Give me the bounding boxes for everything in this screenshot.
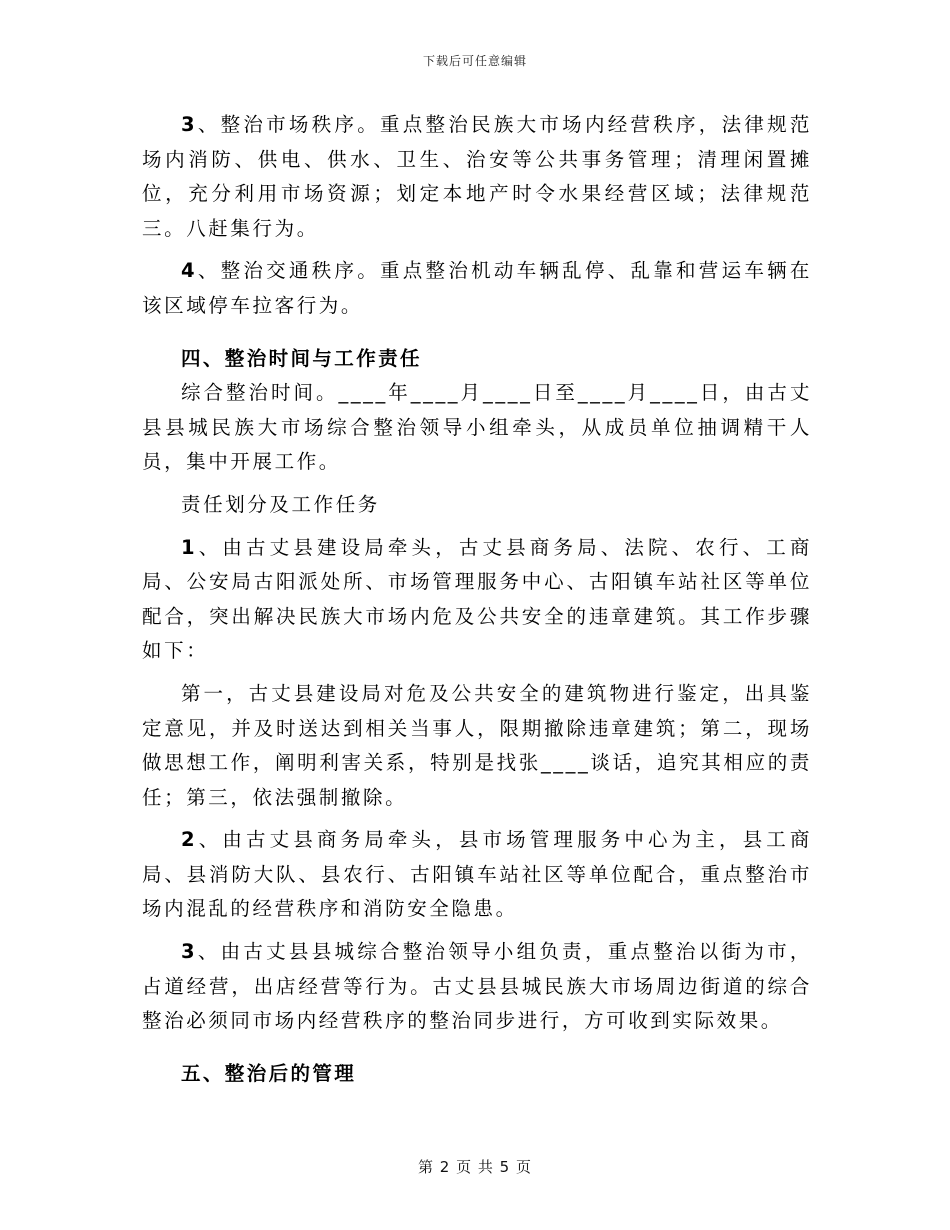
item-number: 3 (181, 113, 198, 136)
paragraph-task-2 (142, 823, 812, 927)
paragraph-item-4 (142, 254, 812, 323)
item-number: 2 (181, 828, 198, 852)
paragraph-text: 、由古丈县建设局牵头，古丈县商务局、法院、农行、工商局、公安局古阳派处所、市场管理服务中心、古阳镇车站社区等单位配合，突出解决民族大市场内危及公共安全的违章建筑。其工作步骤如下： (142, 535, 812, 663)
document-body (142, 108, 812, 1091)
paragraph-task-1 (142, 531, 812, 669)
item-number: 3 (181, 940, 198, 964)
page-number-footer: 第 2 页 共 5 页 (418, 1158, 532, 1176)
page-header-note: 下载后可任意编辑 (422, 54, 527, 68)
item-number: 1 (181, 535, 198, 559)
section-heading-4: 四、整治时间与工作责任 (181, 346, 422, 370)
paragraph-text: 、整治市场秩序。重点整治民族大市场内经营秩序，法律规范场内消防、供电、供水、卫生、治安等公共事务管理；清理闲置摊位，充分利用市场资源；划定本地产时令水果经营区域；法律规范三。八赶集行为。 (142, 113, 812, 240)
paragraph-steps: 第一，古丈县建设局对危及公共安全的建筑物进行鉴定，出具鉴定意见，并及时送达到相关当事人，限期撤除违章建筑；第二，现场做思想工作，阐明利害关系，特别是找张____谈话，追究其相应的责任；第三，依法强制撤除。 (142, 681, 812, 809)
paragraph-item-3 (142, 108, 812, 246)
section-heading-5: 五、整治后的管理 (181, 1061, 357, 1085)
paragraph-responsibility-title: 责任划分及工作任务 (181, 492, 380, 516)
paragraph-text: 、由古丈县商务局牵头，县市场管理服务中心为主，县工商局、县消防大队、县农行、古阳镇车站社区等单位配合，重点整治市场内混乱的经营秩序和消防安全隐患。 (142, 828, 812, 921)
paragraph-text: 、由古丈县县城综合整治领导小组负责，重点整治以街为市，占道经营，出店经营等行为。古丈县县城民族大市场周边街道的综合整治必须同市场内经营秩序的整治同步进行，方可收到实际效果。 (142, 940, 812, 1033)
paragraph-text: 、整治交通秩序。重点整治机动车辆乱停、乱靠和营运车辆在该区域停车拉客行为。 (142, 259, 812, 317)
paragraph-schedule: 综合整治时间。____年____月____日至____月____日，由古丈县县城民族大市场综合整治领导小组牵头，从成员单位抽调精干人员，集中开展工作。 (142, 381, 812, 474)
paragraph-task-3 (142, 935, 812, 1039)
item-number: 4 (181, 259, 198, 283)
